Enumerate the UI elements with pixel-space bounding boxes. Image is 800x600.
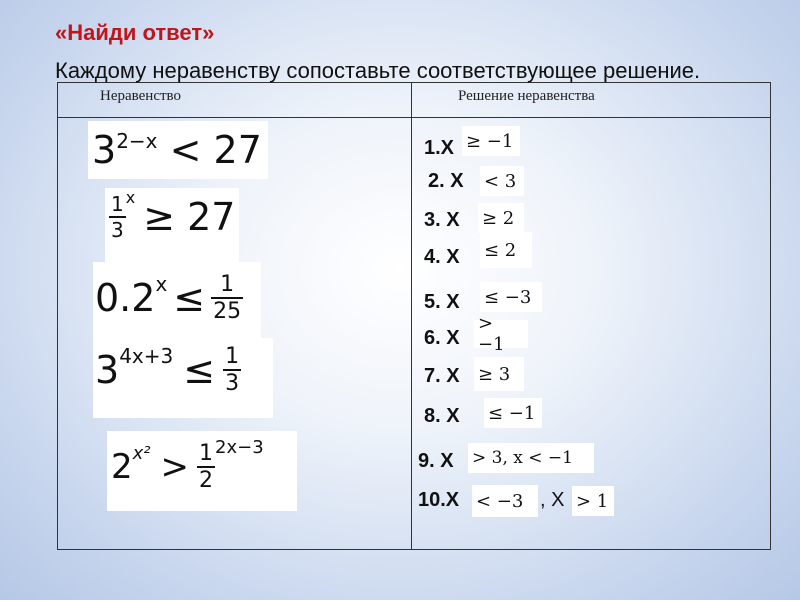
solution-8-label: 8. X [424,405,460,427]
solution-4-expr: ≤ 2 [480,232,532,268]
inequality-3 [93,262,261,340]
ineq4-exponent: 4x+3 [119,344,174,368]
ineq5-base: 2 [111,447,133,487]
ineq1-base: 3 [92,128,117,172]
ineq2-exponent: x [125,188,136,207]
ineq4-rhs-den: 3 [225,371,240,396]
solution-9-expr: > 3, x < −1 [468,443,594,473]
ineq5-exponent: x² [132,442,151,464]
solution-1-label: 1.X [424,137,455,159]
ineq2-den: 3 [111,218,124,242]
solution-3-label: 3. X [424,209,460,231]
ineq4-base: 3 [95,348,120,392]
solution-6-label: 6. X [424,327,460,349]
solution-7-label: 7. X [424,365,460,387]
col-header-solution: Решение неравенства [458,88,595,104]
inequality-1 [88,121,268,179]
ineq3-exponent: x [155,272,168,296]
solution-2-expr: < 3 [480,166,524,196]
ineq5-rhs-den: 2 [199,468,214,493]
ineq2-num: 1 [111,192,124,216]
ineq1-relation: < 27 [169,128,262,172]
solution-10-label: 10.X [418,489,460,511]
table-header-divider [57,117,770,118]
solution-7-expr: ≥ 3 [474,357,524,391]
slide-instruction: Каждому неравенству сопоставьте соответствующее решение. [55,58,701,83]
ineq4-rhs-num: 1 [225,344,240,369]
solution-10-expr-2: > 1 [572,486,614,516]
solution-1-expr: ≥ −1 [462,126,520,156]
ineq1-exponent: 2−x [116,129,158,153]
ineq4-relation: ≤ [183,348,216,392]
inequality-2 [105,188,239,262]
solution-10-separator: , X [540,489,565,511]
solution-3-expr: ≥ 2 [478,203,524,233]
inequality-5 [107,431,297,511]
slide-title: «Найди ответ» [55,20,215,45]
inequality-4 [93,338,273,418]
solution-2-label: 2. X [428,170,464,192]
ineq3-rhs-den: 25 [213,299,242,324]
solution-5-label: 5. X [424,291,460,313]
ineq2-relation: ≥ 27 [143,195,236,239]
solution-10-expr-1: < −3 [472,485,538,517]
table-column-divider [411,82,412,549]
ineq3-base: 0.2 [95,276,156,320]
solution-6-expr: > −1 [474,320,528,348]
ineq3-rhs-num: 1 [211,272,243,299]
ineq5-rhs-exponent: 2x−3 [215,436,264,458]
solution-8-expr: ≤ −1 [484,398,542,428]
col-header-inequality: Неравенство [100,88,182,104]
solution-4-label: 4. X [424,246,460,268]
ineq3-relation: ≤ [173,276,206,320]
ineq5-rhs-num: 1 [199,441,214,466]
solution-5-expr: ≤ −3 [480,282,542,312]
ineq5-relation: > [160,447,190,487]
solution-9-label: 9. X [418,450,454,472]
